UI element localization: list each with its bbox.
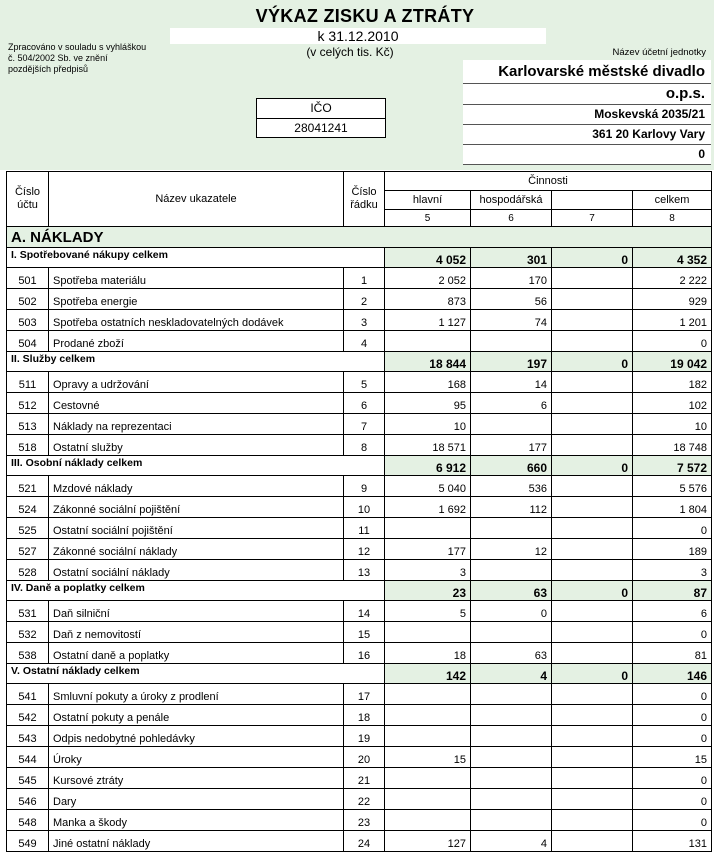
line-number: 9 bbox=[344, 476, 385, 497]
line-number: 11 bbox=[344, 518, 385, 539]
table-row bbox=[7, 414, 712, 435]
table-row bbox=[7, 768, 712, 789]
value-main: 18 571 bbox=[385, 435, 471, 456]
group-main: 4 052 bbox=[385, 248, 471, 268]
account-number: 513 bbox=[7, 414, 49, 435]
value-economic: 63 bbox=[471, 643, 552, 664]
group-line-blank bbox=[344, 352, 385, 372]
value-c7 bbox=[552, 393, 633, 414]
value-total: 6 bbox=[633, 601, 712, 622]
value-main: 5 040 bbox=[385, 476, 471, 497]
value-main bbox=[385, 331, 471, 352]
value-economic: 177 bbox=[471, 435, 552, 456]
group-economic: 301 bbox=[471, 248, 552, 268]
table-row bbox=[7, 518, 712, 539]
table-row bbox=[7, 372, 712, 393]
table-row bbox=[7, 289, 712, 310]
line-number: 22 bbox=[344, 789, 385, 810]
value-total: 102 bbox=[633, 393, 712, 414]
indicator-name: Odpis nedobytné pohledávky bbox=[49, 726, 344, 747]
value-total: 929 bbox=[633, 289, 712, 310]
report-date: k 31.12.2010 bbox=[170, 28, 546, 44]
table-row bbox=[7, 601, 712, 622]
value-economic bbox=[471, 810, 552, 831]
value-c7 bbox=[552, 518, 633, 539]
value-main: 168 bbox=[385, 372, 471, 393]
account-number: 527 bbox=[7, 539, 49, 560]
group-total: 7 572 bbox=[633, 456, 712, 476]
table-row bbox=[7, 643, 712, 664]
account-number: 528 bbox=[7, 560, 49, 581]
col-main-header: hlavní bbox=[385, 191, 471, 210]
ico-label: IČO bbox=[310, 101, 332, 115]
value-economic bbox=[471, 768, 552, 789]
report-title: VÝKAZ ZISKU A ZTRÁTY bbox=[255, 6, 475, 26]
table-row bbox=[7, 435, 712, 456]
table-row bbox=[7, 810, 712, 831]
section-title: A. NÁKLADY bbox=[7, 227, 712, 248]
group-total: 87 bbox=[633, 581, 712, 601]
indicator-name: Smluvní pokuty a úroky z prodlení bbox=[49, 684, 344, 705]
value-c7 bbox=[552, 643, 633, 664]
indicator-name: Spotřeba materiálu bbox=[49, 268, 344, 289]
value-main: 3 bbox=[385, 560, 471, 581]
value-total: 0 bbox=[633, 331, 712, 352]
line-number: 3 bbox=[344, 310, 385, 331]
value-c7 bbox=[552, 684, 633, 705]
account-number: 521 bbox=[7, 476, 49, 497]
line-number: 21 bbox=[344, 768, 385, 789]
line-number: 14 bbox=[344, 601, 385, 622]
line-number: 16 bbox=[344, 643, 385, 664]
indicator-name: Mzdové náklady bbox=[49, 476, 344, 497]
value-main: 18 bbox=[385, 643, 471, 664]
indicator-name: Spotřeba ostatních neskladovatelných dodávek bbox=[49, 310, 344, 331]
value-c7 bbox=[552, 810, 633, 831]
col-num-main: 5 bbox=[385, 210, 471, 227]
col-num-total: 8 bbox=[633, 210, 712, 227]
indicator-name: Náklady na reprezentaci bbox=[49, 414, 344, 435]
line-number: 20 bbox=[344, 747, 385, 768]
group-name: II. Služby celkem bbox=[7, 352, 344, 372]
table-row bbox=[7, 310, 712, 331]
value-main: 10 bbox=[385, 414, 471, 435]
indicator-name: Manka a škody bbox=[49, 810, 344, 831]
line-number: 10 bbox=[344, 497, 385, 518]
account-number: 503 bbox=[7, 310, 49, 331]
line-number: 13 bbox=[344, 560, 385, 581]
indicator-name: Ostatní pokuty a penále bbox=[49, 705, 344, 726]
line-number: 4 bbox=[344, 331, 385, 352]
account-number: 542 bbox=[7, 705, 49, 726]
value-total: 2 222 bbox=[633, 268, 712, 289]
value-total: 5 576 bbox=[633, 476, 712, 497]
indicator-name: Spotřeba energie bbox=[49, 289, 344, 310]
value-c7 bbox=[552, 705, 633, 726]
group-c7: 0 bbox=[552, 664, 633, 684]
value-total: 0 bbox=[633, 726, 712, 747]
value-total: 0 bbox=[633, 768, 712, 789]
group-c7: 0 bbox=[552, 456, 633, 476]
table-row bbox=[7, 497, 712, 518]
col-line-header: Číslo řádku bbox=[344, 172, 385, 227]
group-name: I. Spotřebované nákupy celkem bbox=[7, 248, 344, 268]
unit-form: o.p.s. bbox=[463, 84, 711, 105]
indicator-name: Kursové ztráty bbox=[49, 768, 344, 789]
group-main: 6 912 bbox=[385, 456, 471, 476]
line-number: 17 bbox=[344, 684, 385, 705]
group-main: 142 bbox=[385, 664, 471, 684]
group-c7: 0 bbox=[552, 352, 633, 372]
indicator-name: Opravy a udržování bbox=[49, 372, 344, 393]
table-row bbox=[7, 476, 712, 497]
account-number: 532 bbox=[7, 622, 49, 643]
group-main: 18 844 bbox=[385, 352, 471, 372]
group-total: 4 352 bbox=[633, 248, 712, 268]
value-c7 bbox=[552, 539, 633, 560]
group-row bbox=[7, 664, 712, 684]
value-economic: 6 bbox=[471, 393, 552, 414]
group-line-blank bbox=[344, 456, 385, 476]
group-name: V. Ostatní náklady celkem bbox=[7, 664, 344, 684]
account-number: 518 bbox=[7, 435, 49, 456]
value-economic bbox=[471, 747, 552, 768]
value-economic: 14 bbox=[471, 372, 552, 393]
group-row bbox=[7, 456, 712, 476]
table-row bbox=[7, 726, 712, 747]
ico-box bbox=[256, 98, 386, 138]
unit-block bbox=[463, 60, 711, 165]
value-main: 873 bbox=[385, 289, 471, 310]
col-economic-header: hospodářská bbox=[471, 191, 552, 210]
value-main bbox=[385, 518, 471, 539]
line-number: 8 bbox=[344, 435, 385, 456]
indicator-name: Dary bbox=[49, 789, 344, 810]
account-number: 524 bbox=[7, 497, 49, 518]
value-total: 1 201 bbox=[633, 310, 712, 331]
group-line-blank bbox=[344, 664, 385, 684]
line-number: 1 bbox=[344, 268, 385, 289]
value-total: 131 bbox=[633, 831, 712, 852]
account-number: 544 bbox=[7, 747, 49, 768]
group-main: 23 bbox=[385, 581, 471, 601]
legal-note bbox=[8, 42, 168, 75]
value-c7 bbox=[552, 747, 633, 768]
value-economic bbox=[471, 560, 552, 581]
value-c7 bbox=[552, 289, 633, 310]
legal-line: pozdějších předpisů bbox=[8, 64, 89, 74]
value-c7 bbox=[552, 268, 633, 289]
group-economic: 660 bbox=[471, 456, 552, 476]
group-name: III. Osobní náklady celkem bbox=[7, 456, 344, 476]
account-number: 543 bbox=[7, 726, 49, 747]
line-number: 2 bbox=[344, 289, 385, 310]
value-main bbox=[385, 768, 471, 789]
value-economic: 12 bbox=[471, 539, 552, 560]
value-c7 bbox=[552, 560, 633, 581]
value-total: 10 bbox=[633, 414, 712, 435]
legal-line: č. 504/2002 Sb. ve znění bbox=[8, 53, 108, 63]
account-number: 546 bbox=[7, 789, 49, 810]
value-main bbox=[385, 684, 471, 705]
value-total: 0 bbox=[633, 705, 712, 726]
cost-table bbox=[6, 171, 712, 852]
group-economic: 4 bbox=[471, 664, 552, 684]
value-economic bbox=[471, 414, 552, 435]
group-line-blank bbox=[344, 248, 385, 268]
report-header bbox=[0, 0, 714, 170]
value-main bbox=[385, 789, 471, 810]
value-c7 bbox=[552, 601, 633, 622]
value-total: 0 bbox=[633, 810, 712, 831]
indicator-name: Úroky bbox=[49, 747, 344, 768]
value-economic bbox=[471, 789, 552, 810]
account-number: 548 bbox=[7, 810, 49, 831]
line-number: 6 bbox=[344, 393, 385, 414]
value-main: 5 bbox=[385, 601, 471, 622]
value-total: 0 bbox=[633, 622, 712, 643]
table-row bbox=[7, 705, 712, 726]
value-main: 2 052 bbox=[385, 268, 471, 289]
line-number: 12 bbox=[344, 539, 385, 560]
table-row bbox=[7, 539, 712, 560]
group-economic: 197 bbox=[471, 352, 552, 372]
value-main: 127 bbox=[385, 831, 471, 852]
indicator-name: Ostatní sociální pojištění bbox=[49, 518, 344, 539]
line-number: 15 bbox=[344, 622, 385, 643]
col-num-7: 7 bbox=[552, 210, 633, 227]
value-main: 1 692 bbox=[385, 497, 471, 518]
value-economic bbox=[471, 331, 552, 352]
address-street: Moskevská 2035/21 bbox=[463, 105, 711, 125]
table-row bbox=[7, 789, 712, 810]
ico-value: 28041241 bbox=[257, 118, 385, 138]
value-total: 0 bbox=[633, 684, 712, 705]
line-number: 19 bbox=[344, 726, 385, 747]
value-c7 bbox=[552, 497, 633, 518]
value-total: 81 bbox=[633, 643, 712, 664]
line-number: 18 bbox=[344, 705, 385, 726]
value-total: 3 bbox=[633, 560, 712, 581]
account-number: 512 bbox=[7, 393, 49, 414]
group-c7: 0 bbox=[552, 248, 633, 268]
line-number: 23 bbox=[344, 810, 385, 831]
value-total: 189 bbox=[633, 539, 712, 560]
value-total: 0 bbox=[633, 518, 712, 539]
account-number: 501 bbox=[7, 268, 49, 289]
line-number: 7 bbox=[344, 414, 385, 435]
table-row bbox=[7, 268, 712, 289]
indicator-name: Ostatní daně a poplatky bbox=[49, 643, 344, 664]
group-c7: 0 bbox=[552, 581, 633, 601]
value-main: 177 bbox=[385, 539, 471, 560]
col-total-header: celkem bbox=[633, 191, 712, 210]
value-main: 1 127 bbox=[385, 310, 471, 331]
address-city: 361 20 Karlovy Vary bbox=[463, 125, 711, 145]
indicator-name: Zákonné sociální náklady bbox=[49, 539, 344, 560]
legal-line: Zpracováno v souladu s vyhláškou bbox=[8, 42, 147, 52]
col-blank-header bbox=[552, 191, 633, 210]
account-number: 511 bbox=[7, 372, 49, 393]
col-num-economic: 6 bbox=[471, 210, 552, 227]
value-c7 bbox=[552, 331, 633, 352]
value-total: 182 bbox=[633, 372, 712, 393]
group-total: 19 042 bbox=[633, 352, 712, 372]
table-row bbox=[7, 684, 712, 705]
group-row bbox=[7, 248, 712, 268]
indicator-name: Daň z nemovitostí bbox=[49, 622, 344, 643]
value-main bbox=[385, 622, 471, 643]
value-economic: 536 bbox=[471, 476, 552, 497]
value-economic: 112 bbox=[471, 497, 552, 518]
value-c7 bbox=[552, 310, 633, 331]
indicator-name: Ostatní služby bbox=[49, 435, 344, 456]
value-economic bbox=[471, 726, 552, 747]
account-number: 549 bbox=[7, 831, 49, 852]
table-row bbox=[7, 622, 712, 643]
account-number: 545 bbox=[7, 768, 49, 789]
group-economic: 63 bbox=[471, 581, 552, 601]
value-main: 15 bbox=[385, 747, 471, 768]
group-name: IV. Daně a poplatky celkem bbox=[7, 581, 344, 601]
value-economic: 4 bbox=[471, 831, 552, 852]
value-total: 1 804 bbox=[633, 497, 712, 518]
line-number: 24 bbox=[344, 831, 385, 852]
value-economic bbox=[471, 684, 552, 705]
table-row bbox=[7, 747, 712, 768]
value-main bbox=[385, 726, 471, 747]
value-c7 bbox=[552, 768, 633, 789]
account-number: 502 bbox=[7, 289, 49, 310]
table-row bbox=[7, 831, 712, 852]
group-row bbox=[7, 581, 712, 601]
value-economic bbox=[471, 518, 552, 539]
value-economic bbox=[471, 705, 552, 726]
account-number: 541 bbox=[7, 684, 49, 705]
group-line-blank bbox=[344, 581, 385, 601]
value-c7 bbox=[552, 372, 633, 393]
value-c7 bbox=[552, 435, 633, 456]
value-c7 bbox=[552, 476, 633, 497]
value-economic: 170 bbox=[471, 268, 552, 289]
table-row bbox=[7, 393, 712, 414]
table-row bbox=[7, 331, 712, 352]
table-row bbox=[7, 560, 712, 581]
account-number: 525 bbox=[7, 518, 49, 539]
value-total: 0 bbox=[633, 789, 712, 810]
value-c7 bbox=[552, 622, 633, 643]
table-body bbox=[7, 227, 712, 852]
value-economic: 74 bbox=[471, 310, 552, 331]
indicator-name: Ostatní sociální náklady bbox=[49, 560, 344, 581]
indicator-name: Cestovné bbox=[49, 393, 344, 414]
account-number: 538 bbox=[7, 643, 49, 664]
indicator-name: Jiné ostatní náklady bbox=[49, 831, 344, 852]
value-economic: 0 bbox=[471, 601, 552, 622]
value-main bbox=[385, 810, 471, 831]
unit-label: Název účetní jednotky bbox=[612, 47, 706, 58]
group-row bbox=[7, 352, 712, 372]
extra-value: 0 bbox=[463, 145, 711, 165]
value-c7 bbox=[552, 726, 633, 747]
value-total: 15 bbox=[633, 747, 712, 768]
value-c7 bbox=[552, 414, 633, 435]
account-number: 531 bbox=[7, 601, 49, 622]
indicator-name: Daň silniční bbox=[49, 601, 344, 622]
value-main bbox=[385, 705, 471, 726]
indicator-name: Prodané zboží bbox=[49, 331, 344, 352]
line-number: 5 bbox=[344, 372, 385, 393]
value-economic: 56 bbox=[471, 289, 552, 310]
unit-name: Karlovarské městské divadlo bbox=[463, 60, 711, 84]
account-number: 504 bbox=[7, 331, 49, 352]
report-units: (v celých tis. Kč) bbox=[306, 45, 394, 59]
value-c7 bbox=[552, 831, 633, 852]
col-name-header: Název ukazatele bbox=[49, 172, 344, 227]
value-total: 18 748 bbox=[633, 435, 712, 456]
value-economic bbox=[471, 622, 552, 643]
col-activities-header: Činnosti bbox=[385, 172, 712, 191]
group-total: 146 bbox=[633, 664, 712, 684]
indicator-name: Zákonné sociální pojištění bbox=[49, 497, 344, 518]
col-account-header: Číslo účtu bbox=[7, 172, 49, 227]
value-main: 95 bbox=[385, 393, 471, 414]
value-c7 bbox=[552, 789, 633, 810]
